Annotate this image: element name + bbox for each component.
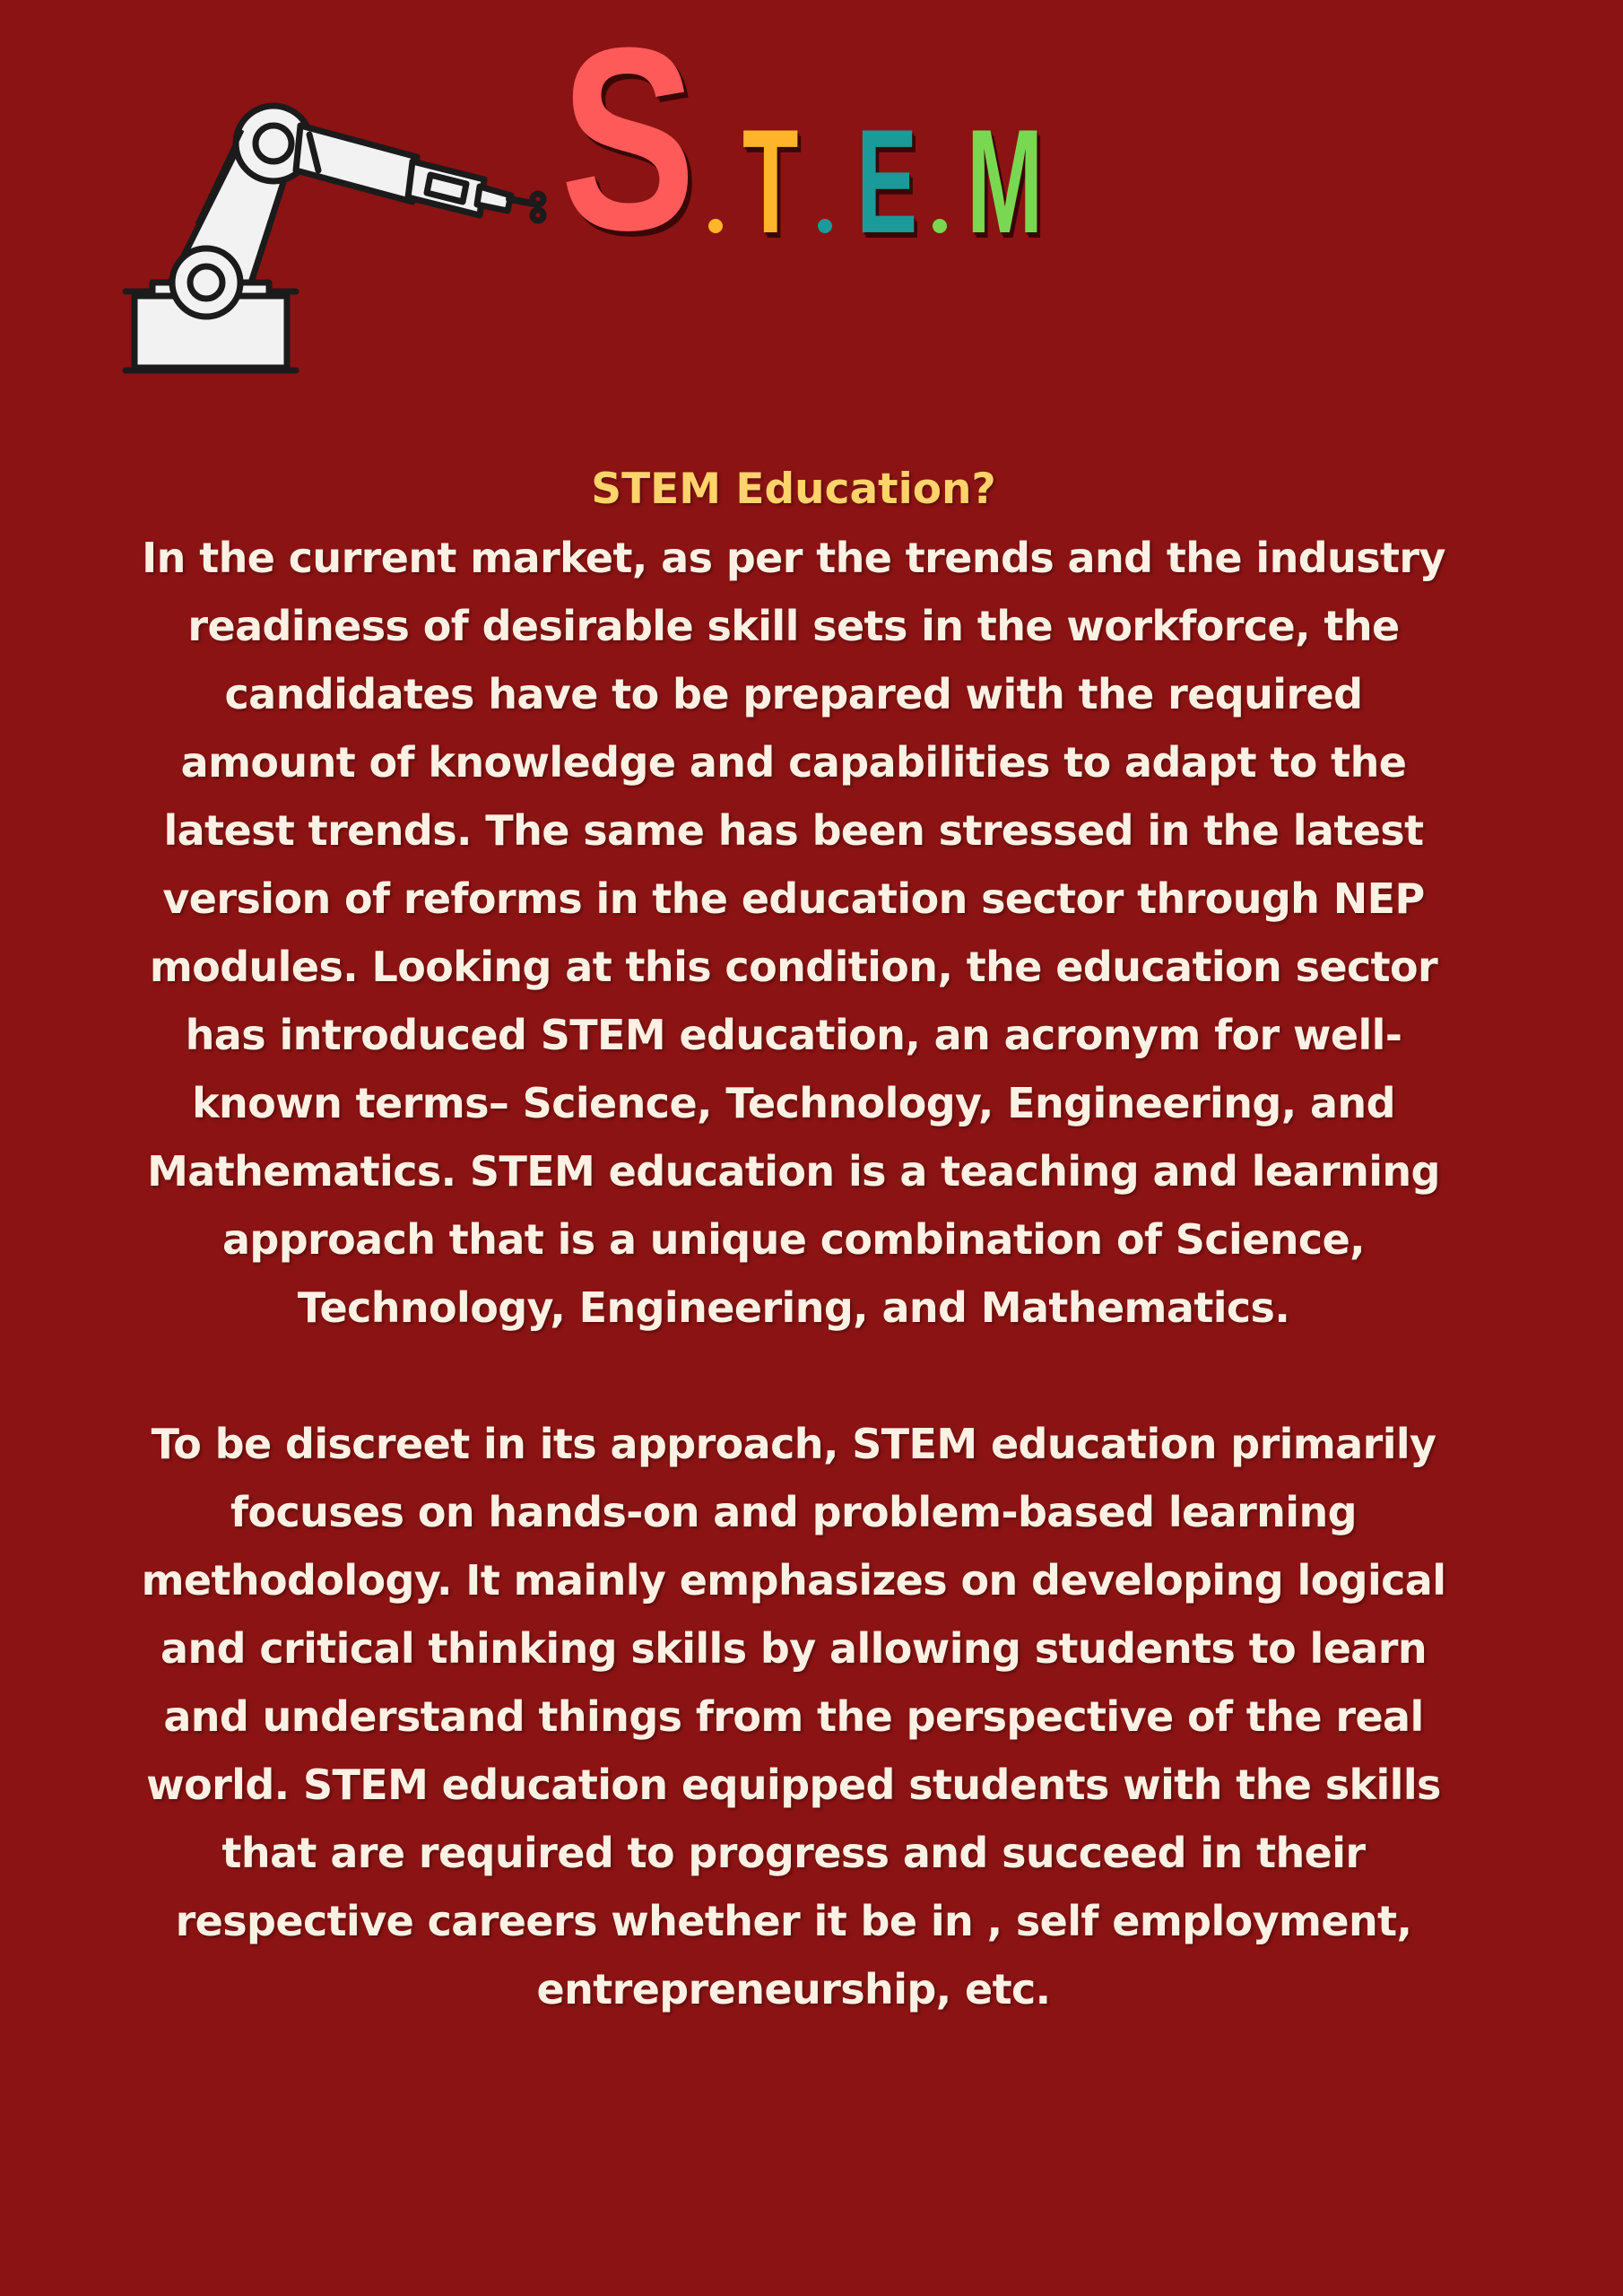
page-title: STEM Education? bbox=[591, 465, 996, 514]
logo-dot bbox=[708, 219, 723, 233]
article-body bbox=[135, 456, 1453, 2023]
logo-dot bbox=[818, 219, 832, 233]
logo-letter-s: S bbox=[560, 0, 696, 284]
logo-letter-t: T bbox=[742, 99, 799, 264]
logo-letter-e: E bbox=[856, 99, 918, 264]
logo-dot bbox=[933, 219, 947, 233]
paragraph-spacer bbox=[135, 1342, 1453, 1410]
logo-letter-m: M bbox=[967, 99, 1044, 264]
paragraph-approach: To be discreet in its approach, STEM education primarily focuses on hands-on and problem-based learning methodology. It mainly emphasizes on developing logical and critical thinking skills by allowing students to learn and understand things from the perspective of the real world. STEM education equipped students with the skills that are required to progress and succeed in their respective careers whether it be in , self employment, entrepreneurship, etc. bbox=[141, 1420, 1446, 2013]
stem-logo bbox=[0, 0, 1623, 305]
paragraph-intro: In the current market, as per the trends and the industry readiness of desirable skill sets in the workforce, the candidates have to be prepared with the required amount of knowledge and capabilities to adapt to the latest trends. The same has been stressed in the latest version of reforms in the education sector through NEP modules. Looking at this condition, the education sector has introduced STEM education, an acronym for well-known terms– Science, Technology, Engineering, and Mathematics. STEM education is a teaching and learning approach that is a unique combination of Science, Technology, Engineering, and Mathematics. bbox=[142, 534, 1445, 1332]
